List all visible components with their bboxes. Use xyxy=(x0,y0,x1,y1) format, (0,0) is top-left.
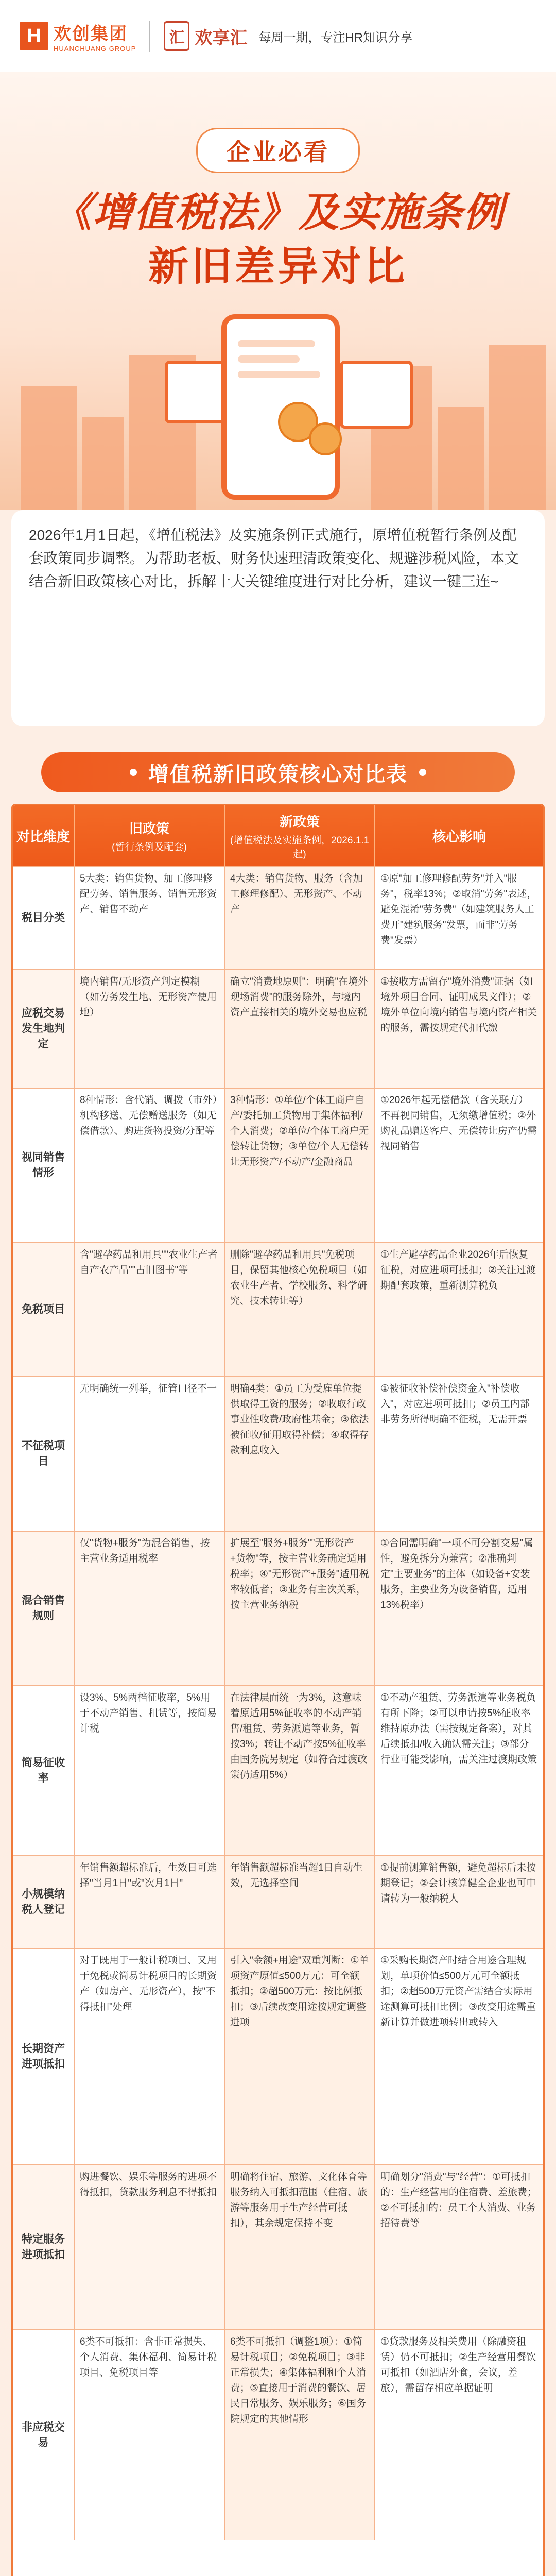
header xyxy=(0,0,556,72)
new-policy-cell: 4大类：销售货物、服务（含加工修理修配）、无形资产、不动产 xyxy=(225,867,375,969)
new-policy-cell: 3种情形：①单位/个体工商户自产/委托加工货物用于集体福利/个人消费；②单位/个体工商户无偿转让货物；③单位/个人无偿转让无形资产/不动产/金融商品 xyxy=(225,1089,375,1242)
new-policy-cell: 年销售额超标准当超1日自动生效，无选择空间 xyxy=(225,1856,375,1948)
new-policy-cell: 在法律层面统一为3%，这意味着原适用5%征收率的不动产销售/租赁、劳务派遣等业务，暂按3%；转让不动产按5%征收率由国务院另规定（如符合过渡政策仍适用5%） xyxy=(225,1686,375,1855)
new-policy-cell: 6类不可抵扣（调整1项）：①简易计税项目；②免税项目；③非正常损失；④集体福利和个人消费；⑤直接用于消费的餐饮、居民日常服务、娱乐服务；⑥国务院规定的其他情形 xyxy=(225,2330,375,2540)
dot-icon xyxy=(130,769,137,776)
table-row xyxy=(13,1088,543,1242)
hero-tag: 企业必看 xyxy=(196,128,360,173)
comparison-table xyxy=(11,804,545,2576)
building-decoration xyxy=(82,417,124,510)
impact-cell: 明确划分"消费"与"经营"：①可抵扣的：生产经营用的住宿费、差旅费；②不可抵扣的：员工个人消费、业务招待费等 xyxy=(380,2172,537,2229)
table-row xyxy=(13,2164,543,2329)
new-policy-cell: 扩展至"服务+服务""无形资产+货物"等，按主营业务确定适用税率；④"无形资产+服务"适用税率较低者；③业务有主次关系，按主营业务纳税 xyxy=(225,1532,375,1685)
old-policy-cell: 无明确统一列举，征管口径不一 xyxy=(75,1377,225,1531)
impact-cell: ①提前测算销售额，避免超标后未按期登记；②会计核算健全企业也可申请转为一般纳税人 xyxy=(380,1862,536,1904)
header-impact: 核心影响 xyxy=(432,828,486,844)
building-decoration xyxy=(21,386,77,510)
new-policy-cell: 明确将住宿、旅游、文化体育等服务纳入可抵扣范围（住宿、旅游等服务用于生产经营可抵扣），其余规定保持不变 xyxy=(225,2165,375,2329)
hero-subtitle: 新旧差异对比 xyxy=(148,244,408,289)
new-policy-cell: 删除"避孕药品和用具"免税项目，保留其他核心免税项目（如农业生产者、学校服务、科学研究、技术转让等） xyxy=(225,1243,375,1376)
header-new-policy: 新政策 (增值税法及实施条例，2026.1.1起) xyxy=(225,805,375,866)
old-policy-cell: 仅"货物+服务"为混合销售，按主营业务适用税率 xyxy=(75,1532,225,1685)
dimension-cell: 混合销售规则 xyxy=(13,1532,75,1685)
old-policy-cell: 购进餐饮、娱乐等服务的进项不得抵扣，贷款服务利息不得抵扣 xyxy=(75,2165,225,2329)
table-row xyxy=(13,1685,543,1855)
old-policy-cell: 年销售额超标准后，生效日可选择"当月1日"或"次月1日" xyxy=(75,1856,225,1948)
header-dimension: 对比维度 xyxy=(13,805,75,866)
coin-icon xyxy=(309,422,342,455)
phone-illustration-icon xyxy=(221,314,340,500)
dimension-cell: 简易征收率 xyxy=(13,1686,75,1855)
logo-en: HUANCHUANG GROUP xyxy=(54,45,136,53)
old-policy-cell: 含"避孕药品和用具""农业生产者自产农产品""古旧图书"等 xyxy=(75,1243,225,1376)
table-row xyxy=(13,1855,543,1948)
header-slogan: 每周一期，专注HR知识分享 xyxy=(258,30,413,45)
building-decoration xyxy=(489,345,546,510)
hero-title: 《增值税法》及实施条例 xyxy=(51,190,505,235)
new-policy-cell: 引入"金额+用途"双重判断：①单项资产原值≤500万元：可全额抵扣；②超500万元：按比例抵扣；③后续改变用途按规定调整进项 xyxy=(225,1949,375,2164)
impact-cell: ①生产避孕药品企业2026年后恢复征税，对应进项可抵扣；②关注过渡期配套政策，重新测算税负 xyxy=(380,1249,536,1291)
impact-cell: ①采购长期资产时结合用途合理规划，单项价值≤500万元可全额抵扣；②超500万元资产需结合实际用途测算可抵扣比例；③改变用途需重新计算并做进项转出或转入 xyxy=(380,1955,536,2028)
table-row xyxy=(13,1948,543,2164)
old-policy-cell: 对于既用于一般计税项目、又用于免税或简易计税项目的长期资产（如房产、无形资产），按"不得抵扣"处理 xyxy=(75,1949,225,2164)
header-divider xyxy=(149,21,150,52)
huanxianghui-logo[interactable] xyxy=(164,21,247,51)
old-policy-cell: 设3%、5%两档征收率，5%用于不动产销售、租赁等，按简易计税 xyxy=(75,1686,225,1855)
h-logo-icon: H xyxy=(20,22,48,50)
impact-cell: ①不动产租赁、劳务派遣等业务税负有所下降；②可以申请按5%征收率维持原办法（需按规定备案），对其后续抵扣/收入确认需关注；③部分行业可能受影响，需关注过渡期政策 xyxy=(380,1692,537,1765)
new-policy-cell: 明确4类：①员工为受雇单位提供取得工资的服务；②收取行政事业性收费/政府性基金；③依法被征收/征用取得补偿；④取得存款利息收入 xyxy=(225,1377,375,1531)
header-old-policy: 旧政策 (暂行条例及配套) xyxy=(75,805,225,866)
impact-cell: ①贷款服务及相关费用（除融资租赁）仍不可抵扣；②生产经营用餐饮可抵扣（如酒店外食，会议，差旅），需留存相应单据证明 xyxy=(380,2336,536,2394)
dimension-cell: 长期资产进项抵扣 xyxy=(13,1949,75,2164)
dot-icon xyxy=(419,769,426,776)
table-row xyxy=(13,866,543,969)
dimension-cell: 不征税项目 xyxy=(13,1377,75,1531)
impact-cell: ①被征收补偿补偿资金入"补偿收入"，对应进项可抵扣；②员工内部非劳务所得明确不征税，无需开票 xyxy=(380,1383,530,1425)
huanchuang-logo[interactable] xyxy=(20,20,136,53)
hero-banner xyxy=(0,72,556,510)
brand-mark-icon: 汇 xyxy=(164,21,189,51)
old-policy-cell: 6类不可抵扣：含非正常损失、个人消费、集体福利、简易计税项目、免税项目等 xyxy=(75,2330,225,2540)
dimension-cell: 特定服务进项抵扣 xyxy=(13,2165,75,2329)
logo-name: 欢创集团 xyxy=(54,24,128,44)
table-row xyxy=(13,1531,543,1685)
impact-cell: ①2026年起无偿借款（含关联方）不再视同销售，无须缴增值税；②外购礼品赠送客户、无偿转让房产仍需视同销售 xyxy=(380,1095,537,1152)
brand2-name: 欢享汇 xyxy=(195,28,248,48)
section-title xyxy=(41,752,515,792)
dimension-cell: 应税交易发生地判定 xyxy=(13,970,75,1088)
dimension-cell: 税目分类 xyxy=(13,867,75,969)
new-policy-cell: 确立"消费地原则"：明确"在境外现场消费"的服务除外，与境内资产直接相关的境外交易也应税 xyxy=(225,970,375,1088)
table-row xyxy=(13,1376,543,1531)
dimension-cell: 小规模纳税人登记 xyxy=(13,1856,75,1948)
impact-cell: ①合同需明确"一项不可分割交易"属性，避免拆分为兼营；②准确判定"主要业务"的主体（如设备+安装服务，主要业务为设备销售，适用13%税率） xyxy=(380,1538,533,1611)
dimension-cell: 非应税交易 xyxy=(13,2330,75,2540)
table-header xyxy=(13,805,543,866)
table-row xyxy=(13,969,543,1088)
table-row xyxy=(13,2329,543,2540)
impact-cell: ①原"加工修理修配劳务"并入"服务"，税率13%；②取消"劳务"表述，避免混淆"劳务费"（如建筑服务人工费开"建筑服务"发票，而非"劳务费"发票） xyxy=(380,873,537,946)
impact-cell: ①接收方需留存"境外消费"证据（如境外项目合同、证明成果文件）；②境外单位向境内销售与境内资产相关的服务，需按规定代扣代缴 xyxy=(380,976,537,1033)
intro-paragraph: 2026年1月1日起，《增值税法》及实施条例正式施行，原增值税暂行条例及配套政策同步调整。为帮助老板、财务快速理清政策变化、规避涉税风险，本文结合新旧政策核心对比，拆解十大关键维度进行对比分析，建议一键三连~ xyxy=(11,510,545,726)
old-policy-cell: 5大类：销售货物、加工修理修配劳务、销售服务、销售无形资产、销售不动产 xyxy=(75,867,225,969)
old-policy-cell: 8种情形：含代销、调拨（市外）机构移送、无偿赠送服务（如无偿借款）、购进货物投资/分配等 xyxy=(75,1089,225,1242)
dimension-cell: 视同销售情形 xyxy=(13,1089,75,1242)
section-title-text: 增值税新旧政策核心对比表 xyxy=(148,762,408,786)
dimension-cell: 免税项目 xyxy=(13,1243,75,1376)
old-policy-cell: 境内销售/无形资产判定模糊（如劳务发生地、无形资产使用地） xyxy=(75,970,225,1088)
chart-board-icon xyxy=(340,361,413,429)
building-decoration xyxy=(438,407,484,510)
table-body xyxy=(13,866,543,2540)
table-row xyxy=(13,1242,543,1376)
